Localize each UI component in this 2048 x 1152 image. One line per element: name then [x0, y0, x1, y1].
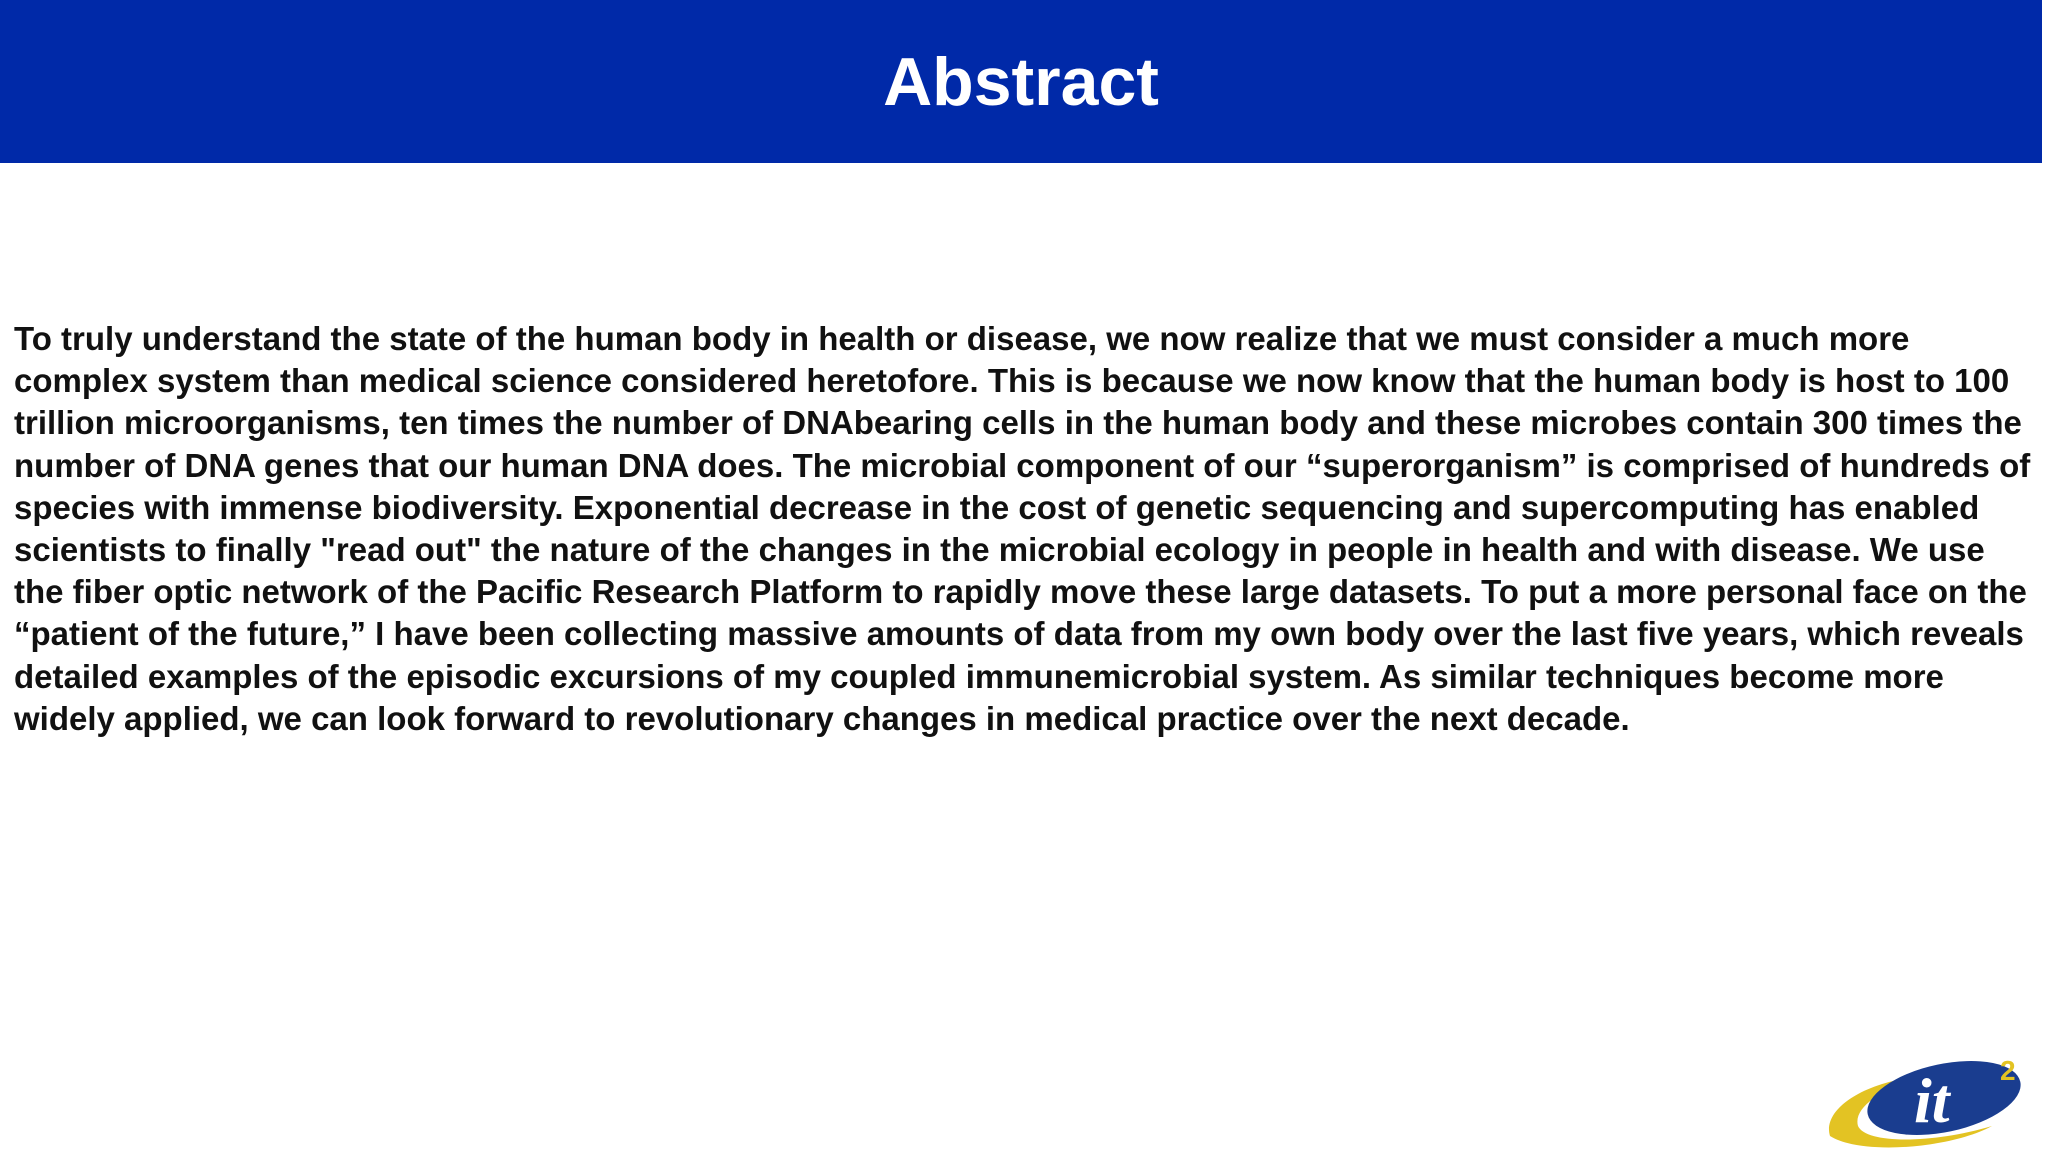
logo-superscript: 2 [2000, 1055, 2016, 1086]
title-bar [0, 0, 2042, 163]
abstract-text: To truly understand the state of the human body in health or disease, we now realize that we must consider a much more complex system than medical science considered heretofore. This is because we now know that the human body is host to 100 trillion microorganisms, ten times the number of DNAbearing cells in the human body and these microbes contain 300 times the number of DNA genes that our human DNA does. The microbial component of our “superorganism” is comprised of hundreds of species with immense biodiversity. Exponential decrease in the cost of genetic sequencing and supercomputing has enabled scientists to finally "read out" the nature of the changes in the microbial ecology in people in health and with disease. We use the fiber optic network of the Pacific Research Platform to rapidly move these large datasets. To put a more personal face on the “patient of the future,” I have been collecting massive amounts of data from my own body over the last five years, which reveals detailed examples of the episodic excursions of my coupled immunemicrobial system. As similar techniques become more widely applied, we can look forward to revolutionary changes in medical practice over the next decade. [14, 320, 2031, 737]
it2-logo [1822, 1040, 2048, 1152]
slide-title: Abstract [883, 43, 1159, 120]
logo-text: it [1914, 1065, 1950, 1136]
